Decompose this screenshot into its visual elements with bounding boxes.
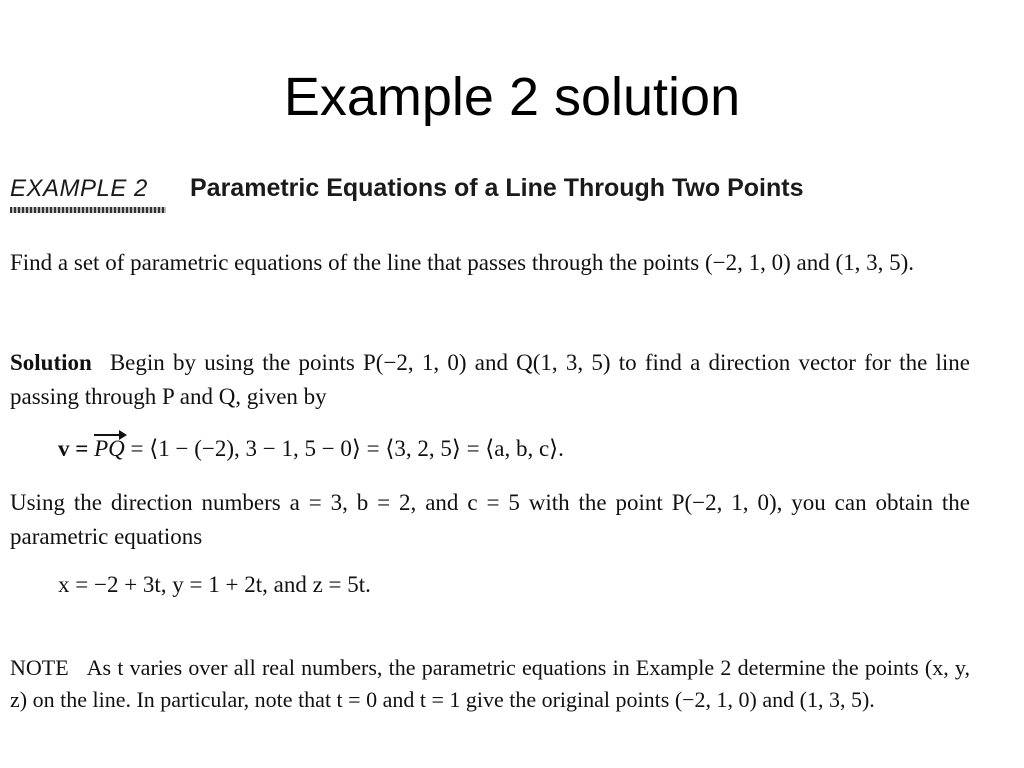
vector-arrow-icon bbox=[94, 434, 125, 436]
solution-paragraph bbox=[10, 346, 970, 414]
parametric-equations: x = −2 + 3t, y = 1 + 2t, and z = 5t. bbox=[58, 572, 371, 597]
example-heading: Parametric Equations of a Line Through Two Points bbox=[190, 174, 804, 202]
example-header bbox=[10, 174, 803, 210]
slide-title: Example 2 solution bbox=[283, 67, 741, 127]
solution-text: Begin by using the points P(−2, 1, 0) and Q(1, 3, 5) to find a direction vector for the line passing through P and Q, given by bbox=[10, 350, 970, 409]
direction-vector-equation bbox=[58, 432, 564, 466]
vector-pq-label: PQ bbox=[94, 436, 125, 461]
note-text: As t varies over all real numbers, the parametric equations in Example 2 determine the points (x, y, z) on the line. In particular, note that t = 0 and t = 1 give the original points (−2, 1, 0) and (1, 3, 5). bbox=[10, 655, 970, 712]
vector-lhs: v = bbox=[58, 436, 89, 461]
solution-lead: Solution bbox=[10, 350, 92, 375]
example-underline-decoration bbox=[10, 207, 166, 213]
problem-statement: Find a set of parametric equations of the line that passes through the points (−2, 1, 0) and (1, 3, 5). bbox=[10, 250, 915, 275]
scanned-textbook-excerpt bbox=[10, 170, 1010, 760]
vector-pq bbox=[94, 432, 125, 466]
direction-numbers-paragraph: Using the direction numbers a = 3, b = 2, and c = 5 with the point P(−2, 1, 0), you can obtain the parametric equations bbox=[10, 490, 970, 549]
note-paragraph bbox=[10, 652, 970, 716]
note-lead: NOTE bbox=[10, 655, 69, 680]
vector-rhs: = ⟨1 − (−2), 3 − 1, 5 − 0⟩ = ⟨3, 2, 5⟩ = ⟨a, b, c⟩. bbox=[130, 436, 564, 461]
example-label: EXAMPLE 2 bbox=[10, 175, 148, 202]
